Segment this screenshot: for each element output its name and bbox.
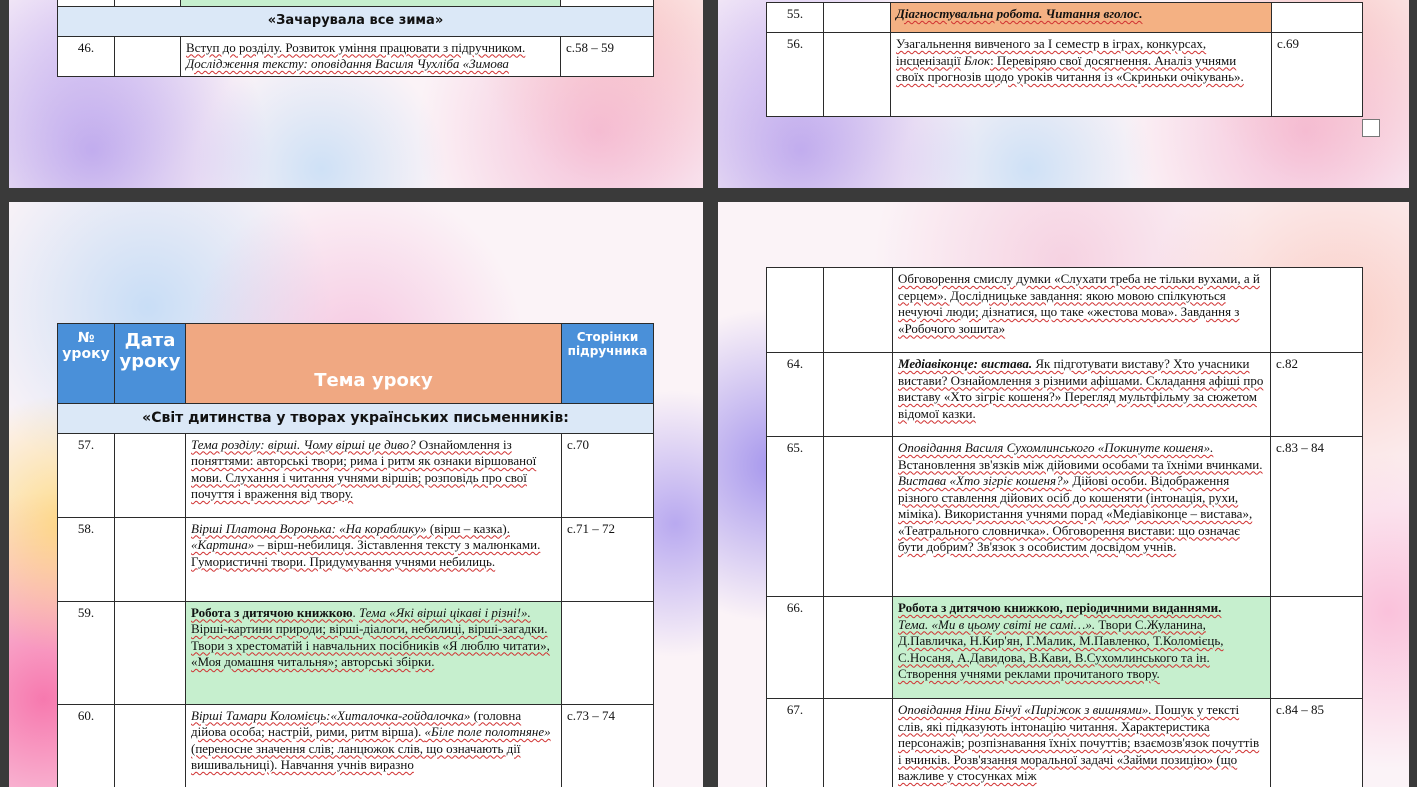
lesson-date [115, 704, 186, 787]
lesson-topic: Тема розділу: вірші. Чому вірші це диво? Ознайомлення із поняттями: авторські твори; рима і ритм як ознаки віршованої мови. Слухання і читання учнями віршів; розповідь про свої почуття і враження від твору. [186, 433, 562, 517]
lesson-pages: с.84 – 85 [1271, 699, 1363, 787]
lesson-pages: с.83 – 84 [1271, 437, 1363, 597]
lesson-number: 59. [58, 601, 115, 704]
lesson-number: 57. [58, 433, 115, 517]
lesson-number: 67. [767, 699, 824, 787]
lesson-pages: с.73 – 74 [562, 704, 654, 787]
lesson-number: 66. [767, 597, 824, 699]
header-lesson-topic: Тема уроку [186, 324, 562, 404]
header-lesson-date: Дата уроку [115, 324, 186, 404]
lesson-topic: Робота з дитячою книжкою. Тема «Які вірші цікаві і різні!». Вірші-картини природи; вірші-діалоги, небилиці, вірші-загадки. Твори з хрестоматій і навчальних посібників «Я люблю читати», «Моя домашня читальня»; авторські збірки. [186, 601, 562, 704]
lesson-date [824, 268, 893, 353]
lesson-topic: Діагностувальна робота. Читання вголос. [891, 3, 1272, 33]
lesson-topic: Обговорення смислу думки «Слухати треба не тільки вухами, а й серцем». Дослідницьке завдання: якою мовою спілкуються нечуючі люди; дізнатися, що таке «жестова мова». Завдання з «Робочого зошита» [893, 268, 1271, 353]
lesson-date [824, 33, 891, 117]
lesson-number: 46. [58, 36, 115, 76]
lesson-date [824, 597, 893, 699]
lesson-date [115, 601, 186, 704]
slide-thumbnail-3[interactable] [9, 202, 703, 787]
lesson-pages [562, 601, 654, 704]
lesson-topic: Вірші Тамари Коломієць:«Хиталочка-гойдалочка» (головна дійова особа; настрій, рими, ритм вірша). «Біле поле полотняне» (переносне значення слів; ланцюжок слів, що означають дії вишивальниці). Навчання учнів виразно [186, 704, 562, 787]
slide-select-checkbox[interactable] [1362, 119, 1380, 137]
lesson-topic: Робота з дитячою книжкою, періодичними виданнями. Тема. «Ми в цьому світі не самі…». Твори С.Жуланина, Д.Павличка, Н.Кир'ян, Г.Малик, М.Павленко, Т.Коломієць, С.Носаня, А.Давидова, В.Кави, В.Сухомлинського та ін. Створення учнями реклами прочитаного твору. [893, 597, 1271, 699]
lesson-date [115, 517, 186, 601]
slide-thumbnail-2[interactable] [718, 0, 1409, 188]
lesson-date [115, 433, 186, 517]
lesson-pages: с.69 [1272, 33, 1363, 117]
lesson-topic: Узагальнення вивченого за І семестр в іграх, конкурсах, інсценізації Блок: Перевіряю свої досягнення. Аналіз учнями своїх прогнозів щодо уроків читання із «Скриньки очікувань». [891, 33, 1272, 117]
lesson-pages [1271, 597, 1363, 699]
lesson-pages: с.82 [1271, 353, 1363, 437]
lesson-number: 64. [767, 353, 824, 437]
lesson-number: 65. [767, 437, 824, 597]
lesson-pages: с.58 – 59 [561, 36, 654, 76]
lesson-date [824, 437, 893, 597]
lesson-date [824, 353, 893, 437]
slide-thumbnail-4[interactable] [718, 202, 1409, 787]
lesson-topic: Вірші Платона Воронька: «На кораблику» (вірш – казка). «Картина» – вірш-небилиця. Зіставлення тексту з малюнками. Гумористичні твори. Придумування учнями небилиць. [186, 517, 562, 601]
section-title: «Світ дитинства у творах українських письменників: [58, 404, 654, 434]
lesson-number: 55. [767, 3, 824, 33]
lesson-topic: Медіавіконце: вистава. Як підготувати виставу? Хто учасники вистави? Ознайомлення з різними афішами. Складання афіші про виставу «Хто зігріє кошеня?» Перегляд мультфільму за сюжетом відомої казки. [893, 353, 1271, 437]
lesson-number: 60. [58, 704, 115, 787]
section-title: «Зачарувала все зима» [58, 7, 654, 37]
lesson-topic: Оповідання Ніни Бічуї «Пиріжок з вишнями». Пошук у тексті слів, які підказують інтонацію читання. Характеристика персонажів; розпізнавання їхніх почуттів; взаємозв'язок почуттів і вчинків. Розв'язання моральної задачі «Займи позицію» (що важливе у стосунках між [893, 699, 1271, 787]
lesson-table [57, 323, 654, 787]
header-lesson-number: № уроку [58, 324, 115, 404]
lesson-table [57, 0, 654, 77]
lesson-number: 58. [58, 517, 115, 601]
lesson-pages: с.71 – 72 [562, 517, 654, 601]
lesson-date [115, 36, 181, 76]
lesson-date [824, 699, 893, 787]
header-pages: Сторінки підручника [562, 324, 654, 404]
lesson-pages [1271, 268, 1363, 353]
lesson-number [767, 268, 824, 353]
lesson-number: 56. [767, 33, 824, 117]
lesson-pages [1272, 3, 1363, 33]
lesson-topic: Вступ до розділу. Розвиток уміння працювати з підручником. Дослідження тексту: оповідання Василя Чухліба «Зимова [181, 36, 561, 76]
lesson-table [766, 2, 1363, 117]
lesson-table [766, 267, 1363, 787]
slide-thumbnail-1[interactable] [9, 0, 703, 188]
lesson-pages: с.70 [562, 433, 654, 517]
lesson-topic: Оповідання Василя Сухомлинського «Покинуте кошеня». Встановлення зв'язків між дійовими особами та їхніми вчинками. Вистава «Хто зігріє кошеня?» Дійові особи. Відображення різного ставлення дійових осіб до кошеняти (інтонація, рухи, міміка). Використання учнями порад «Медіавіконце – вистава», «Театрального словничка». Обговорення вистави: що означає бути добрим? Зв'язок з особистим досвідом учнів. [893, 437, 1271, 597]
lesson-date [824, 3, 891, 33]
